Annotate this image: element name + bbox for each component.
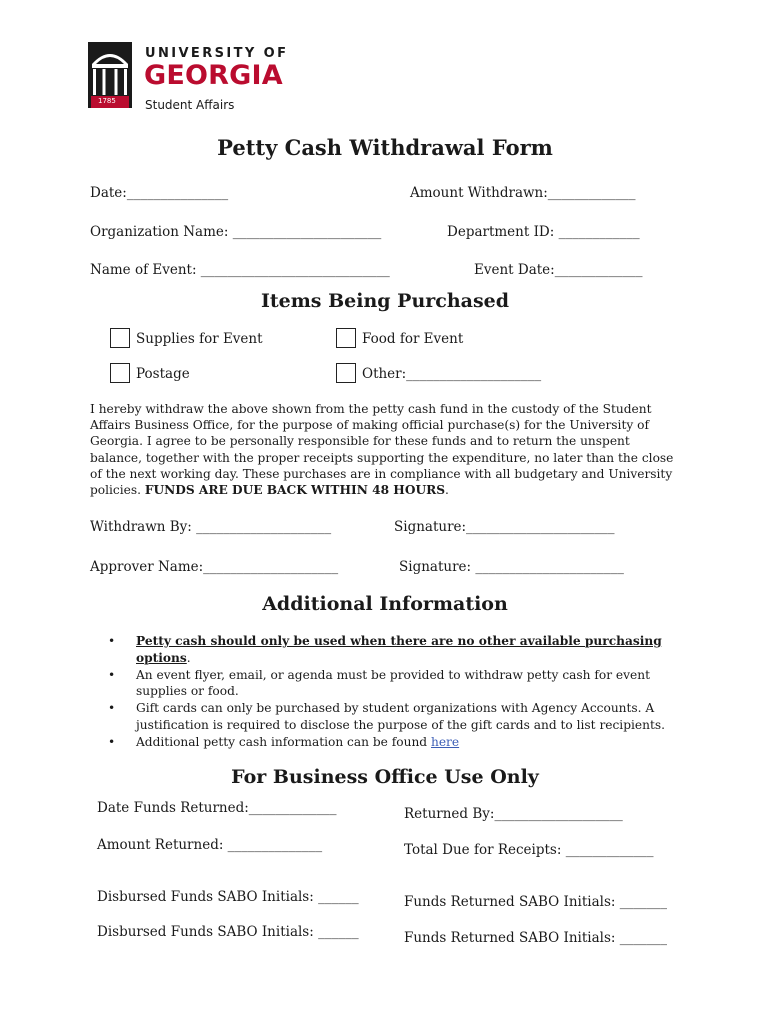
- logo-year: 1785: [98, 97, 116, 105]
- bullet-3-text: Gift cards can only be purchased by student organizations with Agency Accounts. A justification is required to disclose the purpose of the gift cards and to list recipients.: [136, 701, 665, 732]
- event-name-field[interactable]: Name of Event: ____________________________: [90, 262, 390, 278]
- here-link[interactable]: here: [431, 734, 460, 749]
- food-label: Food for Event: [362, 331, 464, 347]
- organization-name-field[interactable]: Organization Name: ______________________: [90, 224, 382, 240]
- list-item: [108, 633, 688, 667]
- bullet-glyph: •: [108, 734, 116, 749]
- approver-signature-field[interactable]: Signature: ______________________: [399, 559, 624, 575]
- agreement-text: [90, 401, 682, 498]
- list-item: [108, 667, 688, 701]
- food-checkbox[interactable]: [336, 328, 356, 348]
- bullet-glyph: •: [108, 701, 116, 716]
- list-item: [108, 700, 688, 734]
- items-heading: Items Being Purchased: [260, 290, 510, 312]
- disbursed-initials-1-field[interactable]: Disbursed Funds SABO Initials: ______: [97, 889, 359, 905]
- logo-university-of: UNIVERSITY OF: [145, 46, 289, 61]
- amount-withdrawn-field[interactable]: Amount Withdrawn:_____________: [410, 185, 636, 201]
- uga-logo: [88, 42, 298, 114]
- due-notice: FUNDS ARE DUE BACK WITHIN 48 HOURS: [144, 483, 445, 498]
- postage-checkbox[interactable]: [110, 363, 130, 383]
- other-field[interactable]: Other:____________________: [362, 366, 542, 382]
- total-due-field[interactable]: Total Due for Receipts: _____________: [404, 842, 654, 858]
- agreement-body: I hereby withdraw the above shown from the petty cash fund in the custody of the Student Affairs Business Office, for the purpose of making official purchase(s) for the University of Georgia. I agree to be personally responsible for these funds and to return the unspent balance, together with the proper receipts supporting the expenditure, no later than the close of the next working day. These purchases are in compliance with all budgetary and University policies.: [90, 402, 674, 498]
- bullet-glyph: •: [108, 634, 116, 648]
- form-title: Petty Cash Withdrawal Form: [217, 135, 553, 160]
- disbursed-initials-2-field[interactable]: Disbursed Funds SABO Initials: ______: [97, 924, 359, 940]
- amount-returned-field[interactable]: Amount Returned: ______________: [97, 837, 323, 853]
- bullet-4-text: Additional petty cash information can be found: [136, 734, 431, 749]
- date-field[interactable]: Date:_______________: [90, 185, 229, 201]
- bullet-2-text: An event flyer, email, or agenda must be provided to withdraw petty cash for event supplies or food.: [136, 667, 650, 699]
- bullet-1-text: Petty cash should only be used when there are no other available purchasing options: [136, 634, 662, 665]
- date-funds-returned-field[interactable]: Date Funds Returned:_____________: [97, 800, 337, 816]
- returned-initials-2-field[interactable]: Funds Returned SABO Initials: _______: [404, 930, 667, 946]
- bullet-glyph: •: [108, 667, 116, 682]
- withdrawn-by-field[interactable]: Withdrawn By: ____________________: [90, 519, 332, 535]
- logo-student-affairs: Student Affairs: [145, 98, 235, 112]
- supplies-label: Supplies for Event: [136, 331, 263, 347]
- logo-georgia: GEORGIA: [144, 60, 283, 91]
- supplies-checkbox[interactable]: [110, 328, 130, 348]
- additional-heading: Additional Information: [262, 593, 508, 615]
- postage-label: Postage: [136, 366, 190, 382]
- list-item: [108, 734, 688, 751]
- withdrawn-signature-field[interactable]: Signature:______________________: [394, 519, 615, 535]
- other-checkbox[interactable]: [336, 363, 356, 383]
- returned-initials-1-field[interactable]: Funds Returned SABO Initials: _______: [404, 894, 667, 910]
- due-period: .: [445, 483, 449, 498]
- approver-name-field[interactable]: Approver Name:____________________: [90, 559, 339, 575]
- additional-info-list: [108, 633, 688, 751]
- returned-by-field[interactable]: Returned By:___________________: [404, 806, 623, 822]
- department-id-field[interactable]: Department ID: ____________: [447, 224, 640, 240]
- office-heading: For Business Office Use Only: [231, 766, 539, 788]
- bullet-1-end: .: [186, 650, 191, 665]
- event-date-field[interactable]: Event Date:_____________: [474, 262, 643, 278]
